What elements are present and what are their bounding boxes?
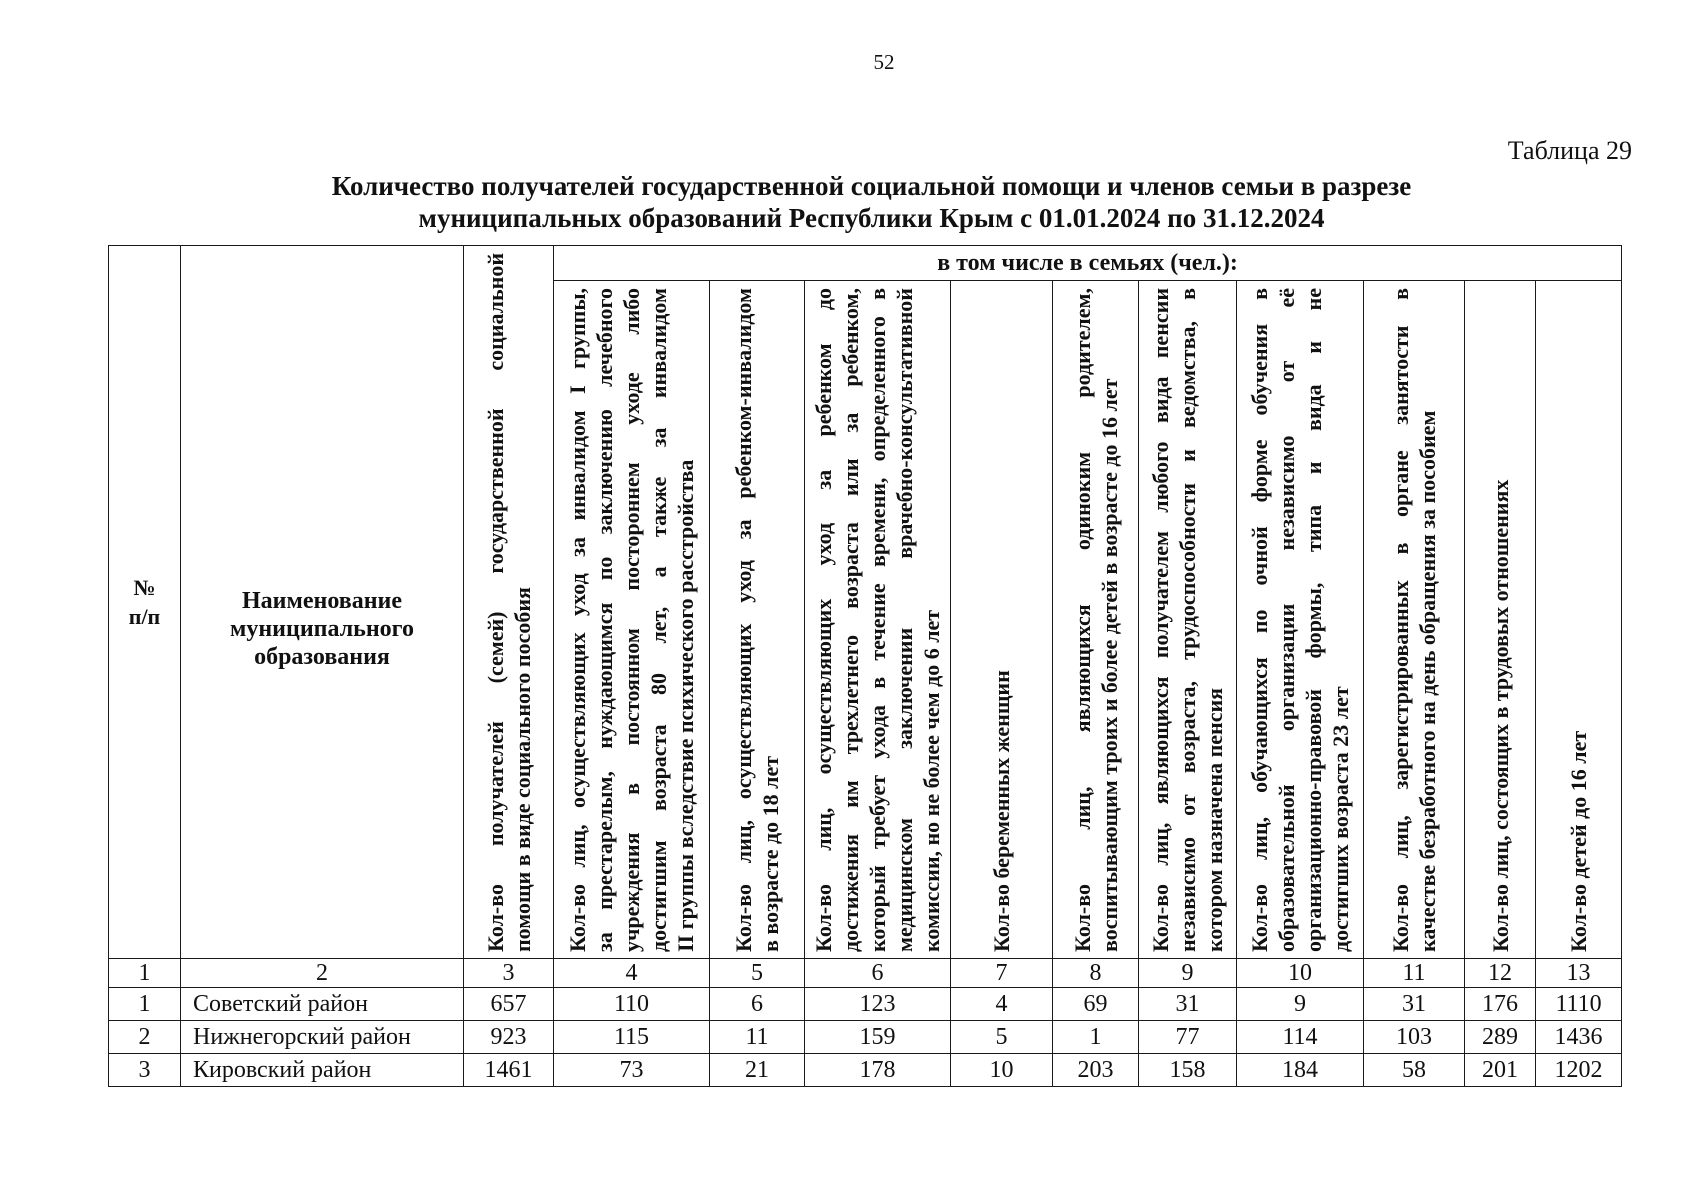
header-text-line: учреждения в постоянном постороннем уходе либо [619,287,644,952]
header-text-line: достигшим возраста 80 лет, а также за инвалидом [646,287,671,952]
value-cell: 5 [951,1021,1053,1054]
column-number-cell: 3 [464,959,554,988]
header-text-line: независимо от возраста, трудоспособности и ведомства, в [1175,287,1200,952]
column-number-cell: 4 [554,959,710,988]
column-number-cell: 1 [109,959,181,988]
value-cell: 103 [1364,1021,1465,1054]
value-cell: 289 [1465,1021,1536,1054]
row-number-cell: 1 [109,988,181,1021]
column-number-cell: 2 [181,959,464,988]
value-cell: 4 [951,988,1053,1021]
header-col-7-text [988,288,1015,952]
header-municipality-name [181,246,464,959]
value-cell: 1436 [1536,1021,1622,1054]
column-number-cell: 11 [1364,959,1465,988]
header-col-8-text [1069,288,1123,952]
header-col-12 [1465,281,1536,959]
header-col-6 [805,281,951,959]
header-text-line: Кол-во лиц, являющихся одиноким родителем, [1069,287,1095,952]
value-cell: 114 [1237,1021,1364,1054]
value-cell: 158 [1139,1054,1237,1087]
header-text-line: воспитывающим троих и более детей в возрасте до 16 лет [1096,378,1122,952]
header-text-line: Кол-во лиц, осуществляющих уход за инвалидом I группы, [565,287,590,952]
header-col-11 [1364,281,1465,959]
header-text-line: II группы вследствие психического расстройства [673,459,698,952]
value-cell: 69 [1053,988,1139,1021]
header-text-line: в возрасте до 18 лет [758,755,783,952]
municipality-name-cell: Советский район [181,988,464,1021]
value-cell: 21 [710,1054,805,1087]
column-number-cell: 13 [1536,959,1622,988]
header-text-line: Кол-во лиц, осуществляющих уход за ребенком-инвалидом [731,287,756,952]
column-number-cell: 9 [1139,959,1237,988]
column-number-cell: 5 [710,959,805,988]
value-cell: 201 [1465,1054,1536,1087]
header-col-9 [1139,281,1237,959]
header-text-line: Кол-во беременных женщин [989,669,1014,952]
value-cell: 9 [1237,988,1364,1021]
header-col-4-text [564,288,699,952]
value-cell: 73 [554,1054,710,1087]
header-col-3-text [482,253,536,952]
header-col-5-text [730,288,784,952]
header-group-in-families: в том числе в семьях (чел.): [554,246,1622,281]
value-cell: 1461 [464,1054,554,1087]
title-line-1: Количество получателей государственной социальной помощи и членов семьи в разрезе [331,171,1412,201]
header-text-line: качестве безработного на день обращения за пособием [1415,410,1440,952]
column-number-cell: 6 [805,959,951,988]
header-text-line: котором назначена пенсия [1202,687,1227,952]
header-text-line: достигших возраста 23 лет [1328,685,1353,952]
column-number-cell: 8 [1053,959,1139,988]
value-cell: 6 [710,988,805,1021]
header-text-line: Кол-во лиц, являющихся получателем любого вида пенсии [1148,287,1173,952]
table-caption: Таблица 29 [1507,136,1632,165]
value-cell: 115 [554,1021,710,1054]
header-text-line: Кол-во детей до 16 лет [1566,730,1592,952]
value-cell: 176 [1465,988,1536,1021]
header-col-3 [464,246,554,959]
value-cell: 657 [464,988,554,1021]
header-row-number [109,246,181,959]
value-cell: 923 [464,1021,554,1054]
header-col-12-text [1487,288,1514,952]
value-cell: 1110 [1536,988,1622,1021]
header-col-11-text [1387,288,1441,952]
header-col-5 [710,281,805,959]
value-cell: 31 [1364,988,1465,1021]
header-text-line: комиссии, но не более чем до 6 лет [919,609,944,952]
document-title [115,170,1628,234]
header-text-line: который требует ухода в течение времени, определенного в [865,287,890,952]
header-col-13-text [1565,288,1592,952]
value-cell: 1 [1053,1021,1139,1054]
header-text-line: достижения им трехлетнего возраста или за ребенком, [838,287,863,952]
header-row-number-text: № п/п [128,575,161,629]
value-cell: 123 [805,988,951,1021]
header-col-13 [1536,281,1622,959]
column-number-cell: 7 [951,959,1053,988]
header-text-line: образовательной организации независимо от её [1274,287,1299,952]
recipients-table [108,245,1622,1087]
page-number: 52 [873,50,895,74]
table-body [109,959,1622,1087]
header-col-8 [1053,281,1139,959]
column-number-cell: 10 [1237,959,1364,988]
header-col-9-text [1147,288,1228,952]
municipality-name-cell: Нижнегорский район [181,1021,464,1054]
value-cell: 159 [805,1021,951,1054]
table-row [109,988,1622,1021]
value-cell: 58 [1364,1054,1465,1087]
value-cell: 203 [1053,1054,1139,1087]
value-cell: 77 [1139,1021,1237,1054]
header-col-7 [951,281,1053,959]
header-text-line: медицинском заключении врачебно-консультативной [892,287,917,952]
title-line-2: муниципальных образований Республики Крым с 01.01.2024 по 31.12.2024 [418,203,1325,233]
value-cell: 1202 [1536,1054,1622,1087]
header-row-1 [109,246,1622,281]
column-number-cell: 12 [1465,959,1536,988]
column-number-row [109,959,1622,988]
header-text-line: Кол-во лиц, обучающихся по очной форме обучения в [1247,287,1272,952]
value-cell: 11 [710,1021,805,1054]
value-cell: 10 [951,1054,1053,1087]
row-number-cell: 3 [109,1054,181,1087]
header-col-4 [554,281,710,959]
row-number-cell: 2 [109,1021,181,1054]
header-text-line: помощи в виде социального пособия [509,586,535,952]
municipality-name-cell: Кировский район [181,1054,464,1087]
header-col-10 [1237,281,1364,959]
header-text-line: Кол-во лиц, осуществляющих уход за ребенком до [811,287,836,952]
header-municipality-name-text: Наименование муниципального образования [230,588,414,670]
value-cell: 31 [1139,988,1237,1021]
value-cell: 184 [1237,1054,1364,1087]
value-cell: 110 [554,988,710,1021]
header-text-line: Кол-во получателей (семей) государственной социальной [482,252,508,952]
header-text-line: Кол-во лиц, состоящих в трудовых отношениях [1487,479,1513,952]
header-text-line: Кол-во лиц, зарегистрированных в органе занятости в [1388,287,1413,952]
header-text-line: за престарелым, нуждающимся по заключению лечебного [592,287,617,952]
header-col-10-text [1246,288,1354,952]
header-col-6-text [810,288,945,952]
value-cell: 178 [805,1054,951,1087]
header-text-line: организационно-правовой формы, типа и вида и не [1301,287,1326,952]
table-row [109,1021,1622,1054]
table-row [109,1054,1622,1087]
